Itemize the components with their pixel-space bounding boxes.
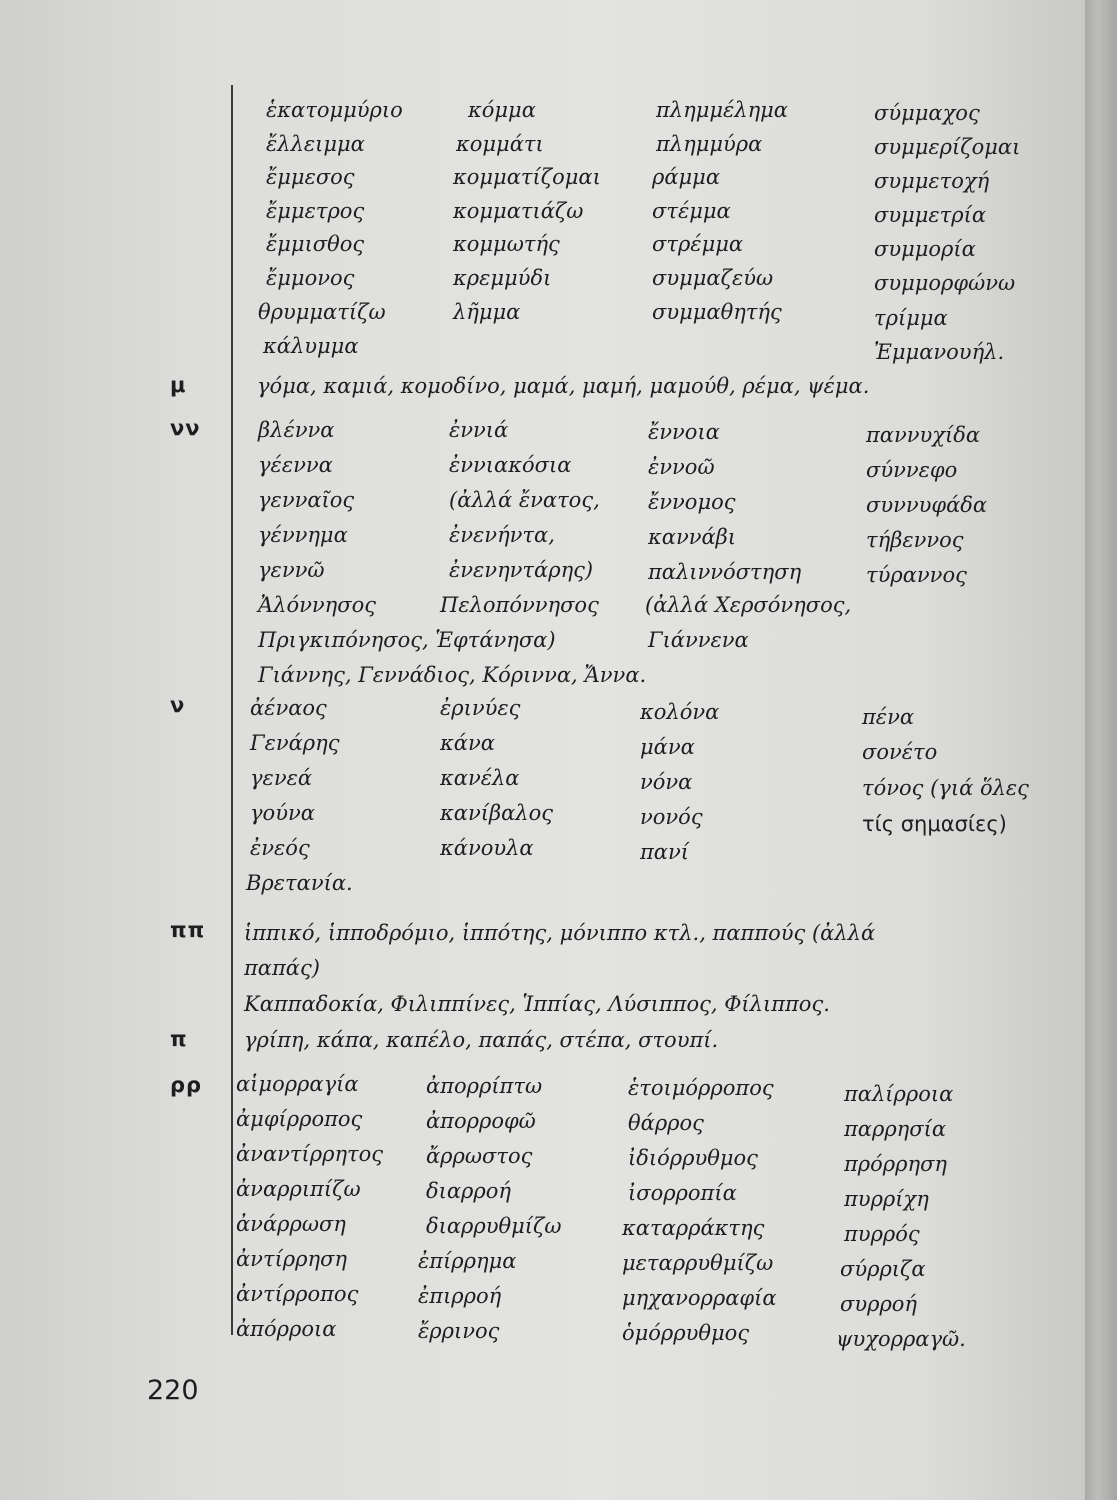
- word: Ἐμμανουήλ.: [874, 340, 1005, 364]
- word: ἔμμονος: [266, 266, 355, 290]
- word: γεννῶ: [258, 558, 325, 582]
- word: κομμάτι: [456, 132, 544, 156]
- word: συμμετρία: [874, 203, 987, 227]
- word: βλέννα: [258, 418, 335, 442]
- word: ἄρρωστος: [426, 1144, 533, 1168]
- word: τύραννος: [866, 563, 967, 587]
- word: Βρετανία.: [246, 871, 353, 895]
- word: κανίβαλος: [440, 801, 553, 825]
- word: σύρριζα: [840, 1257, 926, 1281]
- word: τίς σημασίες): [862, 812, 1007, 836]
- word: συμμερίζομαι: [874, 135, 1021, 159]
- word: παλιννόστηση: [648, 560, 802, 584]
- word: ἔμμετρος: [266, 199, 365, 223]
- section-label: ρρ: [170, 1073, 203, 1097]
- word: ὁμόρρυθμος: [622, 1321, 750, 1345]
- word: θρυμματίζω: [258, 300, 386, 324]
- page-number: 220: [147, 1375, 199, 1406]
- word-line: ἱππικό, ἱπποδρόμιο, ἱππότης, μόνιππο κτλ., παππούς (ἀλλά: [244, 921, 876, 945]
- word: τόνος (γιά ὅλες: [862, 776, 1029, 800]
- word: τήβεννος: [866, 528, 964, 552]
- word: ἐννιακόσια: [449, 453, 572, 477]
- word: ψυχορραγῶ.: [836, 1327, 966, 1351]
- section-label: ππ: [170, 918, 206, 942]
- word: συννυφάδα: [866, 493, 988, 517]
- word: κάνουλα: [440, 836, 534, 860]
- word: πυρρός: [844, 1222, 920, 1246]
- section-label: ν: [170, 693, 186, 717]
- word-line: γόμα, καμιά, κομοδίνο, μαμά, μαμή, μαμούθ, ρέμα, ψέμα.: [257, 374, 870, 398]
- word: ἰδιόρρυθμος: [628, 1146, 758, 1170]
- word: παλίρροια: [844, 1082, 954, 1106]
- word: παρρησία: [844, 1117, 947, 1141]
- word: συμμαθητής: [652, 300, 782, 324]
- word: ἐννιά: [449, 418, 509, 442]
- word-line: παπάς): [244, 956, 320, 980]
- word: μηχανορραφία: [622, 1286, 777, 1310]
- word: στέμμα: [652, 199, 731, 223]
- word: κόμμα: [468, 98, 536, 122]
- word: κομμωτής: [453, 232, 560, 256]
- margin-rule: [231, 85, 233, 1335]
- word: ἐπίρρημα: [418, 1249, 517, 1273]
- word: ἀπορροφῶ: [426, 1109, 536, 1133]
- word: συμμορία: [874, 237, 976, 261]
- word: ἀπορρίπτω: [426, 1074, 543, 1098]
- word: αἱμορραγία: [236, 1072, 359, 1096]
- word: (ἀλλά Χερσόνησος,: [645, 593, 852, 617]
- word: ἀντίρρηση: [236, 1247, 347, 1271]
- word: κάλυμμα: [263, 334, 359, 358]
- word: γέννημα: [258, 523, 348, 547]
- word: Ἀλόννησος: [258, 593, 376, 617]
- word: πανί: [640, 840, 689, 864]
- word: πρόρρηση: [844, 1152, 947, 1176]
- word: ἐρινύες: [440, 696, 521, 720]
- word: ἑτοιμόρροπος: [628, 1076, 774, 1100]
- word: σύννεφο: [866, 458, 958, 482]
- word-line: Γιάννης, Γεννάδιος, Κόριννα, Ἄννα.: [258, 663, 647, 687]
- word: μάνα: [640, 735, 695, 759]
- word: ἐπιρροή: [418, 1284, 502, 1308]
- word-line: Καππαδοκία, Φιλιππίνες, Ἱππίας, Λύσιππος, Φίλιππος.: [244, 992, 830, 1016]
- word: ἑκατομμύριο: [266, 98, 403, 122]
- word: γενναῖος: [258, 488, 355, 512]
- word: συμμορφώνω: [874, 271, 1016, 295]
- word: κολόνα: [640, 700, 720, 724]
- word: ἔρρινος: [418, 1319, 500, 1343]
- word: ἰσορροπία: [628, 1181, 737, 1205]
- word: ἔννομος: [648, 490, 736, 514]
- word: γέεννα: [258, 453, 333, 477]
- word: κανέλα: [440, 766, 520, 790]
- word: τρίμμα: [874, 306, 948, 330]
- word: διαρροή: [426, 1179, 511, 1203]
- word: ἀναντίρρητος: [236, 1142, 384, 1166]
- word: πυρρίχη: [844, 1187, 929, 1211]
- word: ἐννοῶ: [648, 455, 715, 479]
- page-edge: [1085, 0, 1117, 1500]
- word-line: γρίπη, κάπα, καπέλο, παπάς, στέπα, στουπί.: [244, 1028, 719, 1052]
- word: Πελοπόννησος: [440, 593, 599, 617]
- word: λῆμμα: [453, 300, 521, 324]
- word: συρροή: [840, 1292, 918, 1316]
- word: διαρρυθμίζω: [426, 1214, 562, 1238]
- word: κομματίζομαι: [453, 165, 601, 189]
- word: καταρράκτης: [622, 1216, 765, 1240]
- word: στρέμμα: [652, 232, 744, 256]
- word: Γιάννενα: [648, 628, 749, 652]
- word: σύμμαχος: [874, 101, 980, 125]
- word: ἀμφίρροπος: [236, 1107, 363, 1131]
- word: ἔλλειμμα: [266, 132, 365, 156]
- word: νόνα: [640, 770, 693, 794]
- word: συμμετοχή: [874, 169, 990, 193]
- word: (ἀλλά ἔνατος,: [449, 488, 600, 512]
- word: ἀνάρρωση: [236, 1212, 346, 1236]
- word: ἐνενηντάρης): [449, 558, 594, 582]
- word: κρεμμύδι: [453, 266, 552, 290]
- word: ράμμα: [652, 165, 721, 189]
- word: Πριγκιπόνησος, Ἑφτάνησα): [258, 628, 556, 652]
- word: νονός: [640, 805, 703, 829]
- word: ἀντίρροπος: [236, 1282, 359, 1306]
- word: ἀέναος: [250, 696, 327, 720]
- word: σονέτο: [862, 740, 938, 764]
- word: ἀναρριπίζω: [236, 1177, 361, 1201]
- word: κομματιάζω: [453, 199, 584, 223]
- section-label: νν: [170, 416, 201, 440]
- word: πλημμέλημα: [656, 98, 788, 122]
- word: μεταρρυθμίζω: [622, 1251, 774, 1275]
- word: πένα: [862, 705, 915, 729]
- word: ἔννοια: [648, 420, 720, 444]
- section-label: μ: [170, 373, 187, 397]
- section-label: π: [170, 1027, 188, 1051]
- word: συμμαζεύω: [652, 266, 774, 290]
- word: ἔμμισθος: [266, 232, 365, 256]
- word: κάνα: [440, 731, 495, 755]
- word: Γενάρης: [250, 731, 340, 755]
- word: ἐνεός: [250, 836, 310, 860]
- word: γενεά: [250, 766, 313, 790]
- word: καννάβι: [648, 525, 737, 549]
- word: θάρρος: [628, 1111, 704, 1135]
- word: ἀπόρροια: [236, 1317, 337, 1341]
- word: γούνα: [250, 801, 315, 825]
- word: ἐνενήντα,: [449, 523, 555, 547]
- word: ἔμμεσος: [266, 165, 355, 189]
- word: παννυχίδα: [866, 423, 981, 447]
- word: πλημμύρα: [656, 132, 763, 156]
